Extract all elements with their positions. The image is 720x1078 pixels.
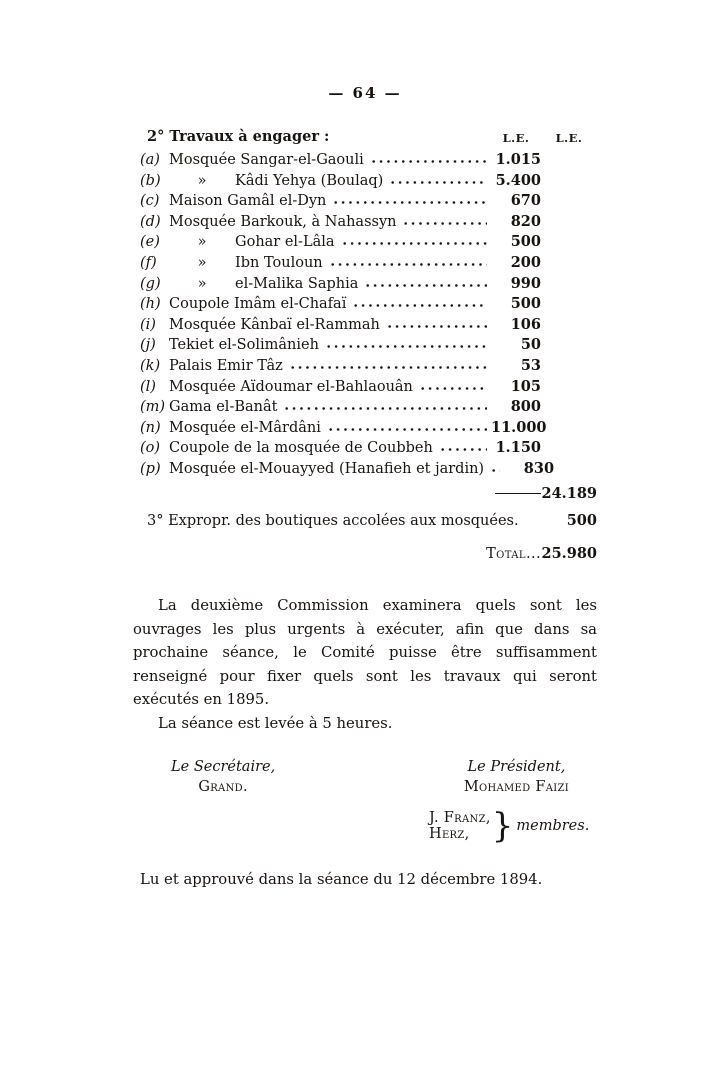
row-label: Mosquée Aïdoumar el-Bahlaouân <box>169 378 413 395</box>
row-amount: 1.015 <box>495 151 541 168</box>
row-ditto-mark: » <box>197 275 207 292</box>
row-amount: 670 <box>510 192 541 210</box>
row-letter: (j) <box>140 337 156 354</box>
dot-leader <box>329 255 487 267</box>
table-row <box>133 335 597 356</box>
document-page <box>133 84 597 888</box>
secretary-name: Grand. <box>198 779 248 796</box>
table-row <box>133 191 597 212</box>
dot-leader <box>327 420 487 432</box>
subtotal-row <box>133 484 597 505</box>
dot-leader <box>332 193 487 205</box>
president-name: Mohamed Faizi <box>463 779 569 796</box>
row-label: Mosquée Sangar-el-Gaouli <box>169 152 364 168</box>
row-ditto-mark: » <box>197 234 207 251</box>
expropriation-text: 3° Expropr. des boutiques accolées aux mosquées. <box>147 513 519 530</box>
dot-leader <box>490 461 500 473</box>
table-row <box>133 315 597 336</box>
row-letter: (k) <box>140 357 161 374</box>
table-row <box>133 356 597 377</box>
table-row <box>133 459 597 480</box>
row-letter: (p) <box>140 460 161 477</box>
expropriation-amount: 500 <box>566 512 597 530</box>
table-row <box>133 438 597 459</box>
row-amount: 800 <box>510 398 541 416</box>
president-title: Le Président, <box>467 759 566 776</box>
works-table-body <box>133 150 597 480</box>
row-amount: 106 <box>510 315 541 333</box>
total-label: Total... <box>486 545 541 562</box>
row-ditto-mark: » <box>197 254 207 271</box>
row-letter: (b) <box>140 172 161 189</box>
row-letter: (a) <box>140 152 160 168</box>
dot-leader <box>389 173 487 185</box>
subtotal-rule <box>495 493 541 494</box>
row-amount: 105 <box>510 377 541 395</box>
table-row <box>133 212 597 233</box>
table-row <box>133 232 597 253</box>
member-name-herz: Herz, <box>429 826 470 843</box>
members-brace: } <box>491 806 514 847</box>
row-amount: 200 <box>510 253 541 271</box>
works-table-header <box>133 128 597 145</box>
paragraph-commission: La deuxième Commission examinera quels sont les ouvrages les plus urgents à exécuter, afin que dans sa prochaine séance, le Comité puisse être suffisamment renseigné pour fixer quels sont les travaux qui seront exécutés en 1895. <box>133 597 597 709</box>
table-row <box>133 150 597 171</box>
table-row <box>133 377 597 398</box>
president-signature <box>464 759 569 795</box>
row-letter: (o) <box>140 440 161 457</box>
table-row <box>133 253 597 274</box>
row-amount: 11.000 <box>491 418 547 436</box>
row-label: Coupole Imâm el-Chafaï <box>169 296 347 313</box>
table-row <box>133 294 597 315</box>
row-label: Mosquée Kânbaï el-Rammah <box>169 316 380 333</box>
row-letter: (i) <box>140 316 156 333</box>
dot-leader <box>364 276 487 288</box>
currency-header-col1: L.E. <box>502 131 530 145</box>
row-label: Kâdi Yehya (Boulaq) <box>235 172 384 189</box>
table-row <box>133 397 597 418</box>
dot-leader <box>386 317 487 329</box>
total-amount: 25.980 <box>541 544 597 562</box>
row-label: Maison Gamâl el-Dyn <box>169 193 327 210</box>
works-heading: 2° Travaux à engager : <box>147 128 330 145</box>
row-amount: 1.150 <box>495 439 541 457</box>
dot-leader <box>439 440 487 452</box>
body-text <box>133 594 597 735</box>
row-label: Mosquée Barkouk, à Nahassyn <box>169 213 397 230</box>
currency-header-col2: L.E. <box>555 131 583 145</box>
dot-leader <box>352 296 487 308</box>
row-letter: (m) <box>140 399 166 416</box>
secretary-title: Le Secrétaire, <box>171 759 276 776</box>
page-number: — 64 — <box>328 84 402 102</box>
subtotal-amount: 24.189 <box>541 484 597 502</box>
row-label: Gama el-Banât <box>169 399 278 416</box>
row-letter: (h) <box>140 296 161 313</box>
row-label: Coupole de la mosquée de Coubbeh <box>169 440 433 457</box>
row-label: Gohar el-Lâla <box>235 234 335 251</box>
dot-leader <box>419 379 487 391</box>
row-label: el-Malika Saphia <box>235 275 359 292</box>
dot-leader <box>402 214 487 226</box>
row-label: Mosquée el-Mouayyed (Hanafieh et jardin) <box>169 460 485 477</box>
row-label: Palais Emir Tâz <box>169 357 283 374</box>
row-ditto-mark: » <box>197 172 207 189</box>
row-letter: (g) <box>140 275 161 292</box>
row-label: Mosquée el-Mârdâni <box>169 419 321 436</box>
row-amount: 5.400 <box>495 171 541 189</box>
paragraph-seance: La séance est levée à 5 heures. <box>158 714 393 732</box>
row-amount: 500 <box>510 295 541 313</box>
table-row <box>133 171 597 192</box>
row-letter: (d) <box>140 213 161 230</box>
row-amount: 990 <box>510 274 541 292</box>
members-label: membres. <box>516 818 590 835</box>
table-row <box>133 418 597 439</box>
total-row <box>133 544 597 565</box>
row-letter: (c) <box>140 193 160 210</box>
signature-block <box>133 759 597 795</box>
row-amount: 500 <box>510 233 541 251</box>
dot-leader <box>283 399 487 411</box>
members-block <box>429 806 597 847</box>
row-letter: (l) <box>140 378 156 395</box>
row-amount: 830 <box>523 459 555 477</box>
works-section <box>133 128 597 564</box>
row-amount: 820 <box>510 212 541 230</box>
row-letter: (f) <box>140 254 157 271</box>
member-names <box>429 810 491 843</box>
secretary-signature <box>171 759 275 795</box>
row-amount: 50 <box>520 336 541 354</box>
dot-leader <box>289 358 487 370</box>
row-label: Tekiet el-Solimânieh <box>169 337 319 354</box>
expropriation-row <box>133 511 597 532</box>
dot-leader <box>370 152 487 164</box>
row-label: Ibn Touloun <box>235 254 323 271</box>
row-letter: (e) <box>140 234 160 251</box>
member-name-franz: J. Franz, <box>429 809 491 826</box>
dot-leader <box>341 234 487 246</box>
dot-leader <box>325 337 487 349</box>
row-letter: (n) <box>140 419 161 436</box>
row-amount: 53 <box>520 356 541 374</box>
approval-line: Lu et approuvé dans la séance du 12 décembre 1894. <box>140 871 543 889</box>
table-row <box>133 274 597 295</box>
